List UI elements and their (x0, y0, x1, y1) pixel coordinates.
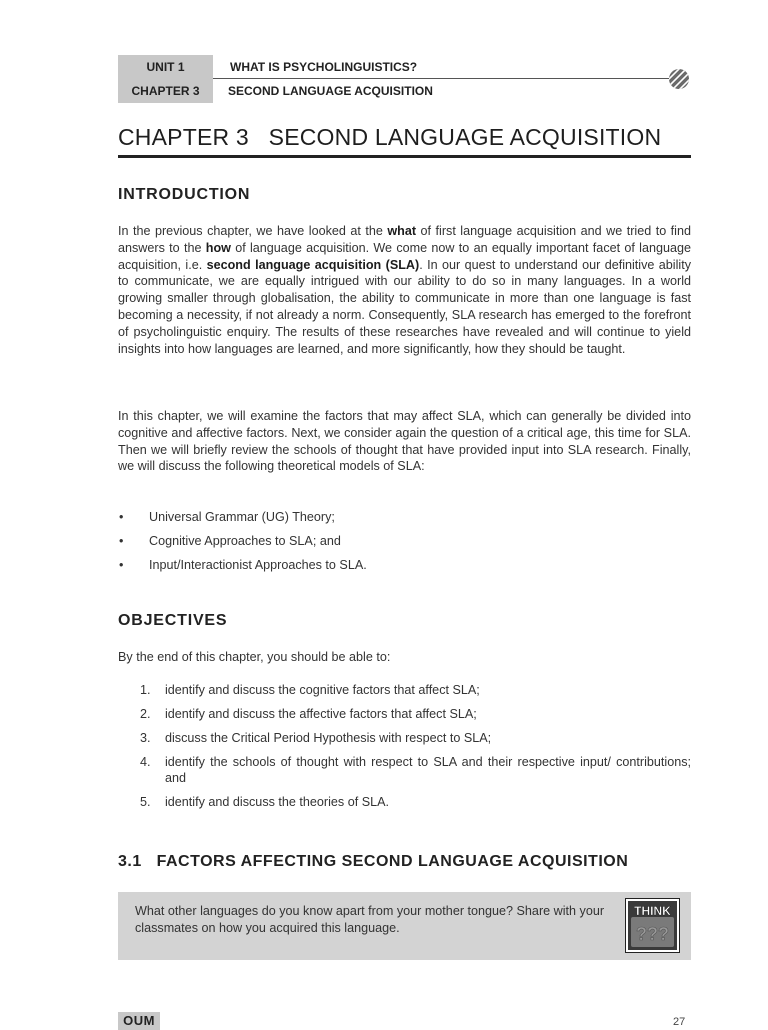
intro-p1-bold-what: what (387, 224, 417, 238)
list-item-text: identify and discuss the cognitive factors that affect SLA; (165, 683, 480, 697)
header-chapter-label: CHAPTER 3 (118, 79, 213, 103)
introduction-paragraph-2: In this chapter, we will examine the factors that may affect SLA, which can generally be divided into cognitive and affective factors. Next, we consider again the question of a critical age, this time for SLA. Then we will briefly review the schools of thought that have provided input into SLA research. Finally, we will discuss the following theoretical models of SLA: (118, 409, 691, 474)
introduction-paragraph-1 (118, 223, 691, 357)
header-unit-row (118, 55, 691, 79)
list-item (118, 682, 691, 698)
think-icon-marks: ??? (636, 924, 669, 944)
list-item-text: Universal Grammar (UG) Theory; (149, 510, 335, 524)
introduction-heading: INTRODUCTION (118, 186, 251, 203)
chapter-title-rule (118, 155, 691, 158)
list-item (118, 557, 691, 581)
intro-p1-text-4: . In our quest to understand our definitive ability to communicate, we are equally intrigued with our ability to do so in many languages. In a world growing smaller through globalisation, the ability to communicate in more than one language is fast becoming a necessity, if not already a norm. Consequently, SLA research has emerged to the forefront of psycholinguistic enquiry. The results of these researches have revealed and will continue to yield insights into how languages are learned, and more significantly, how they should be taught. (118, 257, 691, 356)
header-chapter-title: SECOND LANGUAGE ACQUISITION (228, 84, 433, 98)
striped-globe-icon (668, 68, 690, 90)
list-item-text: identify and discuss the affective factors that affect SLA; (165, 707, 477, 721)
intro-p1-text-3: of language acquisition. We come now to an equally important facet of language acquisition, i.e. (118, 240, 691, 272)
think-question-icon (625, 898, 680, 953)
intro-p1-bold-sla: second language acquisition (SLA) (206, 257, 420, 272)
list-item (118, 533, 691, 557)
objectives-list (118, 682, 691, 818)
think-box (118, 892, 691, 960)
chapter-title: CHAPTER 3 SECOND LANGUAGE ACQUISITION (118, 124, 662, 150)
intro-p1-text-1: In the previous chapter, we have looked at the (118, 224, 388, 238)
bullet-marker: • (119, 534, 124, 548)
list-item-text: identify and discuss the theories of SLA. (165, 795, 390, 809)
list-item (118, 794, 691, 810)
list-item-number: 4. (140, 755, 151, 769)
intro-p1-text-2: of first language acquisition and we tried to find answers to the (118, 224, 691, 255)
section-3-1-heading: 3.1 FACTORS AFFECTING SECOND LANGUAGE ACQUISITION (118, 853, 629, 870)
objectives-lead: By the end of this chapter, you should be able to: (118, 650, 391, 664)
page-number: 27 (673, 1016, 686, 1028)
list-item-number: 1. (140, 683, 151, 697)
list-item (118, 730, 691, 746)
bullet-marker: • (119, 558, 124, 572)
objectives-heading: OBJECTIVES (118, 612, 228, 629)
header-unit-title: WHAT IS PSYCHOLINGUISTICS? (230, 60, 418, 74)
theoretical-models-list (118, 509, 691, 581)
page (118, 0, 691, 1028)
think-box-text: What other languages do you know apart from your mother tongue? Share with your classmates on how you acquired this language. (135, 904, 605, 935)
header-unit-label: UNIT 1 (118, 55, 213, 79)
list-item-number: 3. (140, 731, 151, 745)
intro-p1-bold-how: how (205, 240, 231, 255)
list-item-text: identify the schools of thought with respect to SLA and their respective input/ contributions; and (165, 755, 691, 785)
list-item (118, 509, 691, 533)
list-item-text: Input/Interactionist Approaches to SLA. (149, 558, 367, 572)
list-item (118, 754, 691, 786)
list-item-number: 5. (140, 795, 151, 809)
list-item-number: 2. (140, 707, 151, 721)
running-header (118, 55, 691, 103)
header-chapter-row (118, 79, 691, 103)
footer-brand: OUM (118, 1012, 160, 1030)
list-item (118, 706, 691, 722)
list-item-text: discuss the Critical Period Hypothesis with respect to SLA; (165, 731, 492, 745)
think-icon-label: THINK (634, 904, 671, 918)
list-item-text: Cognitive Approaches to SLA; and (149, 534, 341, 548)
bullet-marker: • (119, 510, 124, 524)
